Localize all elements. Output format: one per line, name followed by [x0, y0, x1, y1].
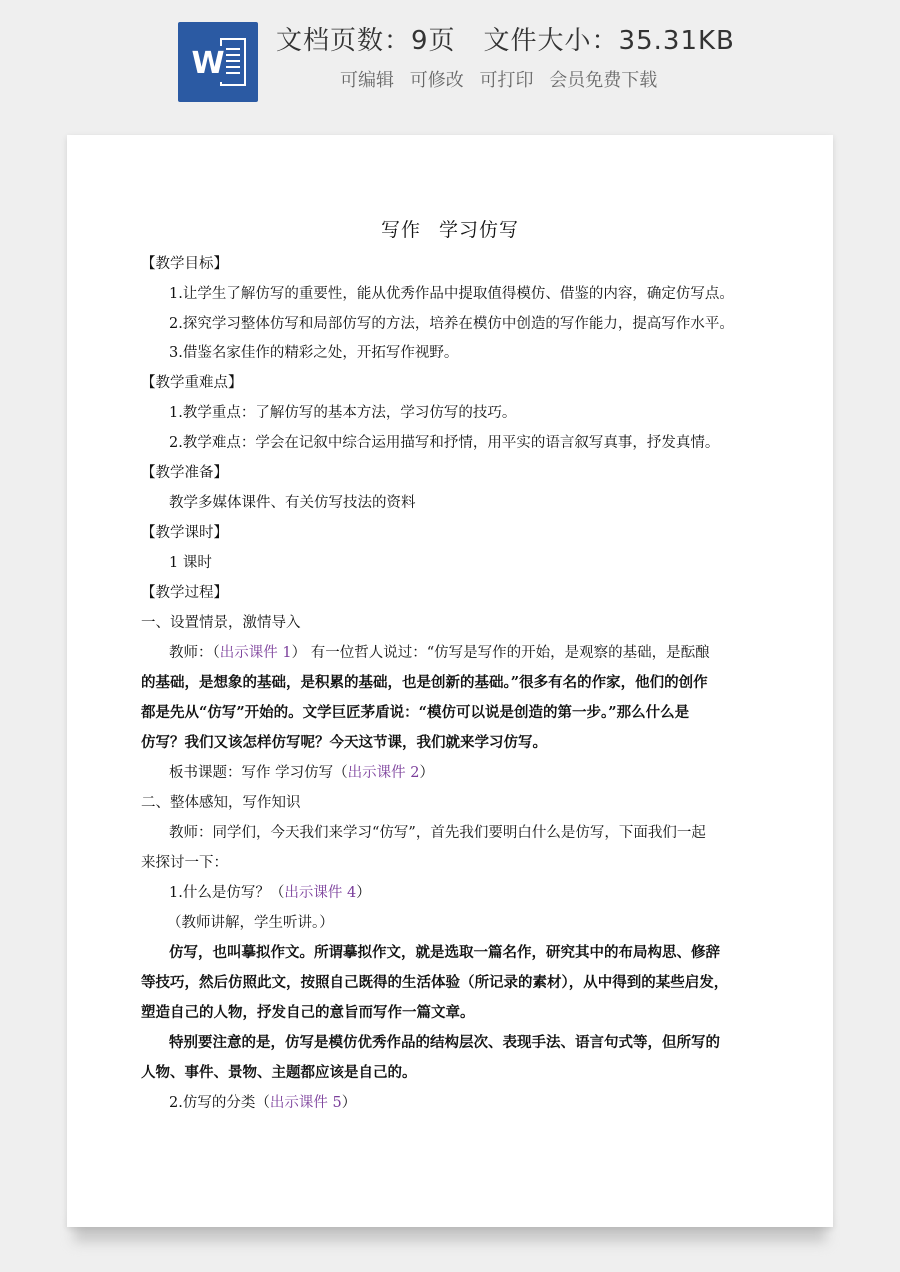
preparation-text: 教学多媒体课件、有关仿写技法的资料 — [169, 495, 416, 511]
section-heading-hours: 【教学课时】 — [141, 525, 228, 541]
definition-line-3: 塑造自己的人物，抒发自己的意旨而写作一篇文章。 — [141, 1004, 475, 1021]
courseware-link-5[interactable]: 出示课件 5 — [269, 1095, 342, 1111]
section-heading-key-points: 【教学重难点】 — [141, 375, 243, 391]
key-point-2: 2.教学难点：学会在记叙中综合运用描写和抒情，用平实的语言叙写真事，抒发真情。 — [169, 435, 720, 451]
feature-free-download: 会员免费下载 — [549, 70, 658, 91]
word-icon-letter: W — [191, 46, 225, 81]
definition-line-2: 等技巧，然后仿照此文，按照自己既得的生活体验（所记录的素材），从中得到的某些启发， — [141, 974, 729, 991]
part-1-heading: 一、设置情景，激情导入 — [141, 615, 301, 631]
teacher-note: （教师讲解，学生听讲。） — [167, 915, 334, 931]
part-2-heading: 二、整体感知，写作知识 — [141, 795, 301, 811]
file-info-line — [276, 20, 735, 57]
word-document-icon — [178, 22, 258, 102]
emphasis-line-2: 人物、事件、景物、主题都应该是自己的。 — [141, 1064, 417, 1081]
document-page — [67, 135, 833, 1227]
feature-printable: 可打印 — [479, 70, 534, 91]
definition-line-1: 仿写，也叫摹拟作文。所谓摹拟作文，就是选取一篇名作，研究其中的布局构思、修辞 — [169, 944, 720, 961]
document-info-banner — [0, 0, 900, 135]
page-count: 文档页数：9页 — [276, 26, 456, 56]
intro-paragraph-line-3: 都是先从“仿写”开始的。文学巨匠茅盾说：“模仿可以说是创造的第一步。”那么什么是 — [141, 704, 690, 721]
question-1: 1.什么是仿写？（出示课件 4） — [169, 885, 371, 901]
feature-editable: 可编辑 — [340, 70, 394, 91]
document-title — [67, 215, 833, 242]
part-2-paragraph-line-1: 教师：同学们，今天我们来学习“仿写”，首先我们要明白什么是仿写，下面我们一起 — [169, 825, 706, 841]
intro-paragraph-line-2: 的基础，是想象的基础，是积累的基础，也是创新的基础。”很多有名的作家，他们的创作 — [141, 674, 708, 691]
courseware-link-1[interactable]: 出示课件 1 — [219, 645, 292, 661]
courseware-link-2[interactable]: 出示课件 2 — [347, 765, 420, 781]
section-heading-preparation: 【教学准备】 — [141, 465, 228, 481]
emphasis-line-1: 特别要注意的是，仿写是模仿优秀作品的结构层次、表现手法、语言句式等，但所写的 — [169, 1034, 720, 1051]
feature-modifiable: 可修改 — [409, 70, 464, 91]
feature-list — [340, 66, 667, 92]
courseware-link-4[interactable]: 出示课件 4 — [284, 885, 357, 901]
intro-paragraph-line-4: 仿写？我们又该怎样仿写呢？今天这节课，我们就来学习仿写。 — [141, 734, 547, 751]
key-point-1: 1.教学重点：了解仿写的基本方法，学习仿写的技巧。 — [169, 405, 517, 421]
question-2: 2.仿写的分类（出示课件 5） — [169, 1095, 357, 1111]
title-part-1: 写作 — [380, 219, 421, 241]
section-heading-process: 【教学过程】 — [141, 585, 228, 601]
hours-text: 1 课时 — [169, 555, 212, 571]
goal-1: 1.让学生了解仿写的重要性，能从优秀作品中提取值得模仿、借鉴的内容，确定仿写点。 — [169, 286, 734, 302]
goal-3: 3.借鉴名家佳作的精彩之处，开拓写作视野。 — [169, 345, 459, 361]
goal-2: 2.探究学习整体仿写和局部仿写的方法，培养在模仿中创造的写作能力，提高写作水平。 — [169, 316, 734, 332]
file-size: 文件大小：35.31KB — [483, 26, 735, 56]
section-heading-goals: 【教学目标】 — [141, 256, 228, 272]
part-2-paragraph-line-2: 来探讨一下： — [141, 855, 228, 871]
title-part-2: 学习仿写 — [439, 219, 520, 241]
intro-paragraph-line-1: 教师：（出示课件 1） 有一位哲人说过：“仿写是写作的开始，是观察的基础，是酝酿 — [169, 645, 710, 661]
board-title-line: 板书课题：写作 学习仿写（出示课件 2） — [169, 765, 434, 781]
